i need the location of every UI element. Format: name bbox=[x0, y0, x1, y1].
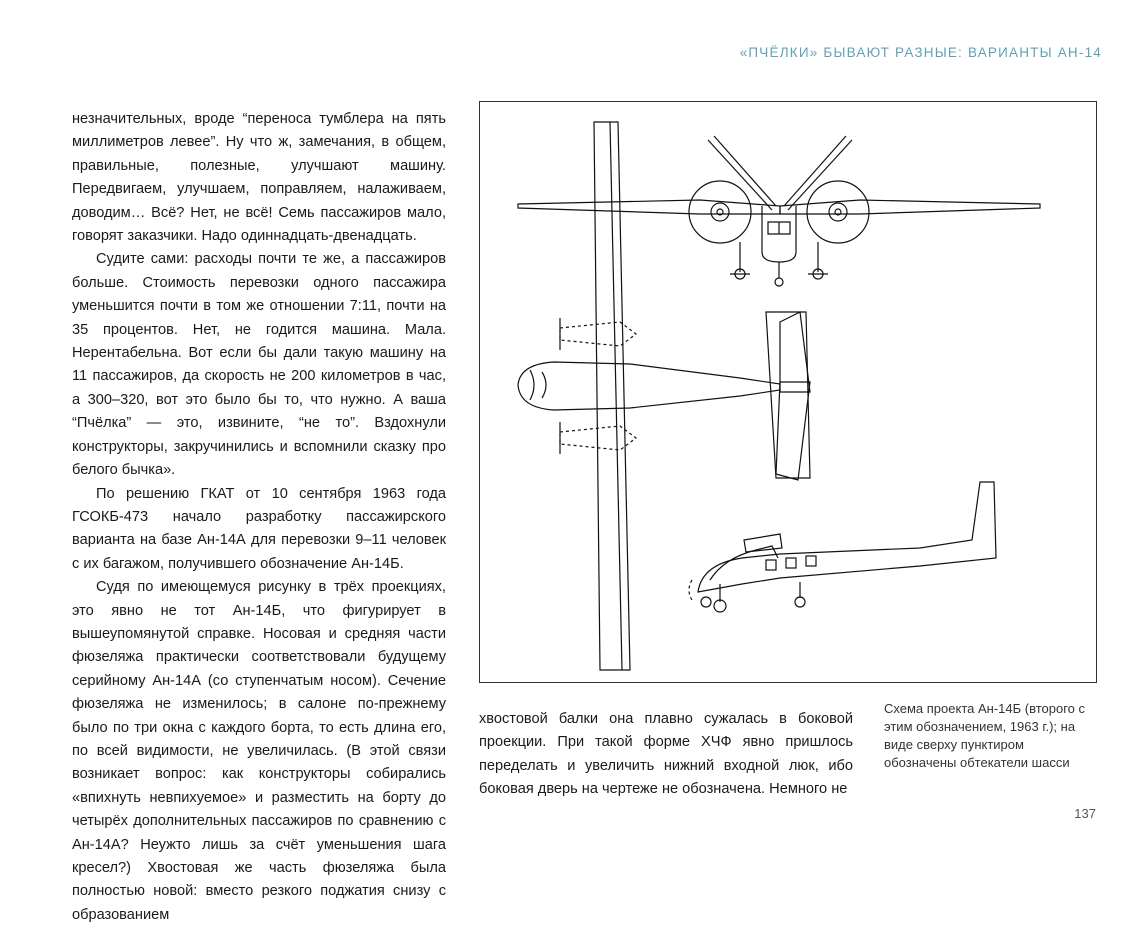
middle-text-column bbox=[479, 708, 853, 802]
three-view-drawing-figure bbox=[479, 101, 1097, 683]
paragraph: Судите сами: расходы почти те же, а пассажиров больше. Стоимость перевозки одного пассажира уменьшится почти в том же отношении 7:11, почти на 35 процентов. Нет, не годится машина. Мала. Нерентабельна. Вот если бы дали такую машину на 11 пассажиров, да скорость не 200 километров в час, а 300–320, вот это было бы то, что нужно. А ваша “Пчёлка” — это, извините, “не то”. Вздохнули конструкторы, закручинились и вспомнили сказку про белого бычка». bbox=[72, 251, 446, 479]
paragraph: По решению ГКАТ от 10 сентября 1963 года ГСОКБ-473 начало разработку пассажирского варианта на базе Ан-14А для перевозки 9–11 человек с их багажом, получившего обозначение Ан-14Б. bbox=[72, 485, 446, 572]
side-view bbox=[689, 482, 996, 612]
aircraft-three-view-svg bbox=[480, 102, 1098, 684]
figure-caption: Схема проекта Ан-14Б (второго с этим обозначением, 1963 г.); на виде сверху пунктиром обозначены обтекатели шасси bbox=[884, 701, 1085, 770]
paragraph: хвостовой балки она плавно сужалась в боковой проекции. При такой форме ХЧФ явно пришлось переделать и увеличить нижний входной люк, ибо боковая дверь на чертеже не обозначена. Немного не bbox=[479, 711, 853, 798]
front-view bbox=[518, 136, 1040, 286]
paragraph: Судя по имеющемуся рисунку в трёх проекциях, это явно не тот Ан-14Б, что фигурирует в вышеупомянутой справке. Носовая и средняя части фюзеляжа практически соответствовали будущему серийному Ан-14А (со ступенчатым носом). Сечение фюзеляжа не изменилось; в салоне по-прежнему было по три окна с каждого борта, то есть длина его, по всей видимости, не увеличилась. (В этой связи возникает вопрос: как конструкторы собирались «впихнуть невпихуемое» и разместить на борту до четырёх дополнительных пассажиров по сравнению с Ан-14А? Неужто лишь за счёт уменьшения шага кресел?) Хвостовая же часть фюзеляжа была полностью новой: вместо резкого поджатия снизу с образованием bbox=[72, 579, 446, 923]
page-number: 137 bbox=[1074, 806, 1096, 821]
running-head: «ПЧЁЛКИ» БЫВАЮТ РАЗНЫЕ: ВАРИАНТЫ АН-14 bbox=[739, 45, 1102, 60]
left-text-column bbox=[72, 108, 446, 927]
paragraph: незначительных, вроде “переноса тумблера на пять миллиметров левее”. Ну что ж, замечания, в общем, правильные, полезные, улучшают машину. Передвигаем, улучшаем, поправляем, налаживаем, доводим… Всё? Нет, не всё! Семь пассажиров мало, говорят заказчики. Надо одиннадцать-двенадцать. bbox=[72, 111, 446, 245]
